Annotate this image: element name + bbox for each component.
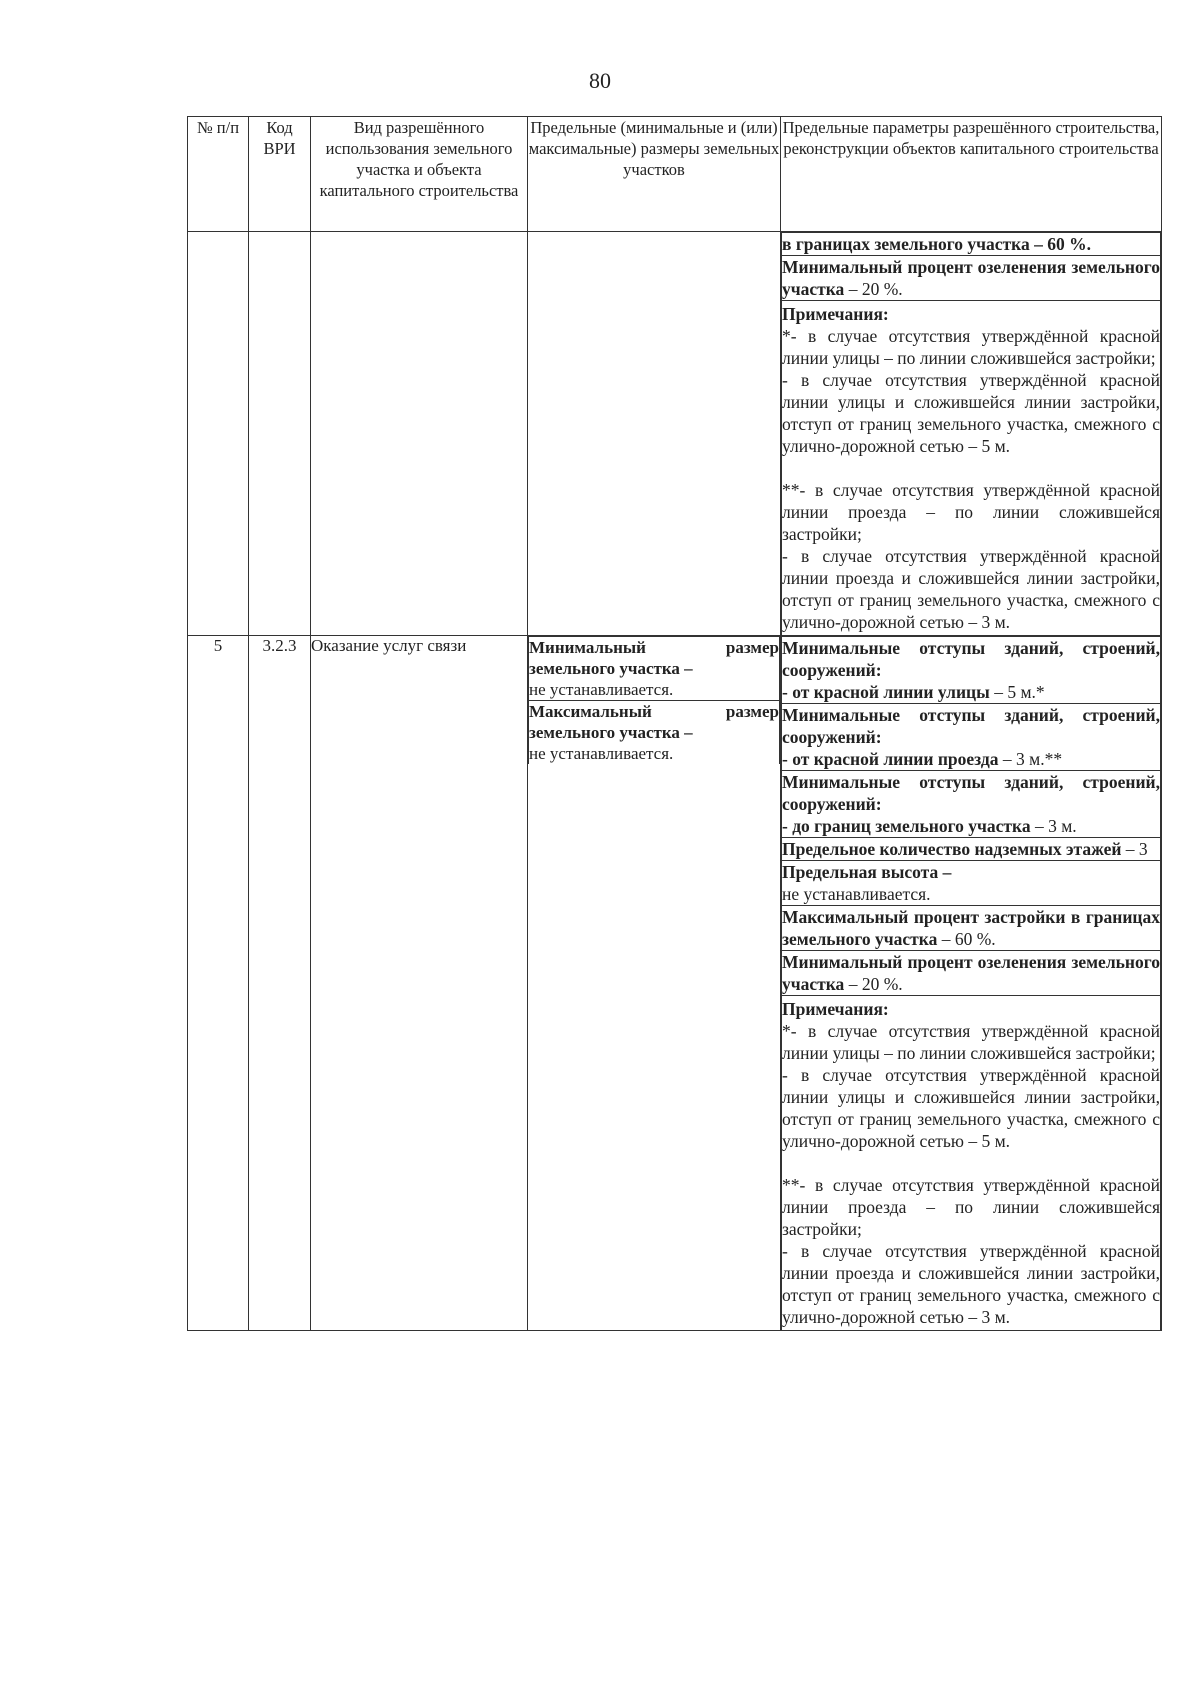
param-label: Минимальный процент озеленения земельного участка [782,257,1160,299]
notes-title: Примечания: [782,304,889,324]
param-value: – 20 %. [844,974,903,994]
notes-title: Примечания: [782,999,889,1019]
param-label: Минимальный процент озеленения земельного участка [782,952,1160,994]
header-params: Предельные параметры разрешённого строительства, реконструкции объектов капитального строительства [781,117,1162,232]
header-sizes: Предельные (минимальные и (или) максимальные) размеры земельных участков [528,117,781,232]
param-value: – 3 [1121,839,1148,859]
size-label: Минимальный размер земельного участка – [529,638,779,678]
note-paragraph: - в случае отсутствия утверждённой красной линии проезда и сложившейся линии застройки, отступ от границ земельного участка, смежного с улично-дорожной сетью – 3 м. [782,546,1160,632]
cont-params-cell [781,232,1162,636]
cont-params-list [781,232,1161,635]
note-paragraph: *- в случае отсутствия утверждённой красной линии улицы – по линии сложившейся застройки; [782,326,1160,368]
size-value: не устанавливается. [529,680,674,699]
param-build-percent-tail: в границах земельного участка – 60 %. [782,233,1161,256]
note-paragraph: **- в случае отсутствия утверждённой красной линии проезда – по линии сложившейся застройки; [782,480,1160,544]
param-value: – 60 %. [937,929,996,949]
param-height [782,861,1161,906]
table-header-row [188,117,1162,232]
param-condition: - до границ земельного участка [782,816,1031,836]
header-num: № п/п [188,117,249,232]
note-paragraph: *- в случае отсутствия утверждённой красной линии улицы – по линии сложившейся застройки; [782,1021,1160,1063]
sizes-list [528,636,780,764]
param-green-percent [782,256,1161,301]
param-value: – 3 м. [1030,816,1077,836]
param-value: – 20 %. [844,279,903,299]
zoning-table [187,116,1162,1331]
param-value: не устанавливается. [782,884,931,904]
param-label: Предельное количество надземных этажей [782,839,1122,859]
page-number: 80 [589,68,611,93]
param-value: – 5 м.* [989,682,1045,702]
note-paragraph: - в случае отсутствия утверждённой красной линии проезда и сложившейся линии застройки, отступ от границ земельного участка, смежного с улично-дорожной сетью – 3 м. [782,1241,1160,1327]
row-vid: Оказание услуг связи [311,636,528,1331]
params-list [781,636,1161,1330]
note-paragraph: - в случае отсутствия утверждённой красной линии улицы и сложившейся линии застройки, отступ от границ земельного участка, смежного с улично-дорожной сетью – 5 м. [782,370,1160,456]
note-paragraph: - в случае отсутствия утверждённой красной линии улицы и сложившейся линии застройки, отступ от границ земельного участка, смежного с улично-дорожной сетью – 5 м. [782,1065,1160,1151]
param-value: – 3 м.** [998,749,1063,769]
notes-block [782,301,1161,636]
param-condition: - от красной линии улицы [782,682,990,702]
cont-sizes-cell [528,232,781,636]
param-label: Предельная высота – [782,862,952,882]
param-label: Максимальный процент застройки в границах земельного участка [782,907,1160,949]
param-floors [782,838,1161,861]
row-num: 5 [188,636,249,1331]
param-label: Минимальные отступы зданий, строений, сооружений: [782,772,1160,814]
size-label: Максимальный размер земельного участка – [529,702,779,742]
param-green-percent [782,951,1161,996]
param-label: Минимальные отступы зданий, строений, сооружений: [782,638,1160,680]
notes-block [782,996,1161,1331]
param-indent-border [782,771,1161,838]
max-size [529,701,780,765]
header-vid: Вид разрешённого использования земельного участка и объекта капитального строительства [311,117,528,232]
min-size [529,637,780,701]
param-build-percent [782,906,1161,951]
param-indent-passage [782,704,1161,771]
cont-vid-cell [311,232,528,636]
param-indent-street [782,637,1161,704]
cont-num-cell [188,232,249,636]
param-label: Минимальные отступы зданий, строений, сооружений: [782,705,1160,747]
table-row [188,232,1162,636]
size-value: не устанавливается. [529,744,674,763]
table-row [188,636,1162,1331]
row-code: 3.2.3 [249,636,311,1331]
row-sizes-cell [528,636,781,1331]
note-paragraph: **- в случае отсутствия утверждённой красной линии проезда – по линии сложившейся застройки; [782,1175,1160,1239]
param-condition: - от красной линии проезда [782,749,999,769]
header-code: Код ВРИ [249,117,311,232]
row-params-cell [781,636,1162,1331]
cont-code-cell [249,232,311,636]
